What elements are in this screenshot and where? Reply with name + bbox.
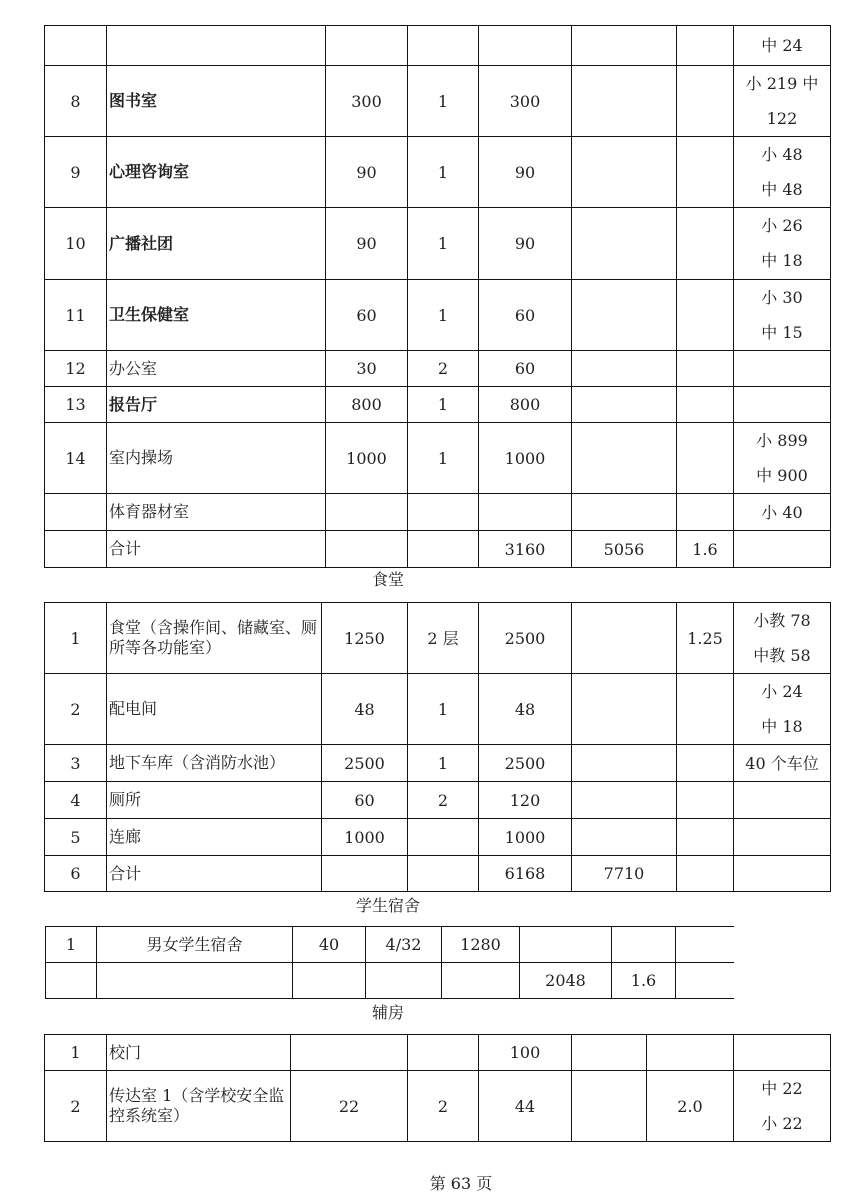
table-cell [408,856,479,892]
table-cell: 48 [322,674,408,745]
table-cell [677,137,734,208]
table-cell [572,351,677,387]
table-cell: 8 [45,66,107,137]
table-cell [479,26,572,66]
table-cell: 3160 [479,531,572,568]
table-cell [572,26,677,66]
table-row [46,963,734,999]
table-cell [45,494,107,531]
table-cell: 3 [45,745,107,782]
table-cell [734,856,831,892]
table-cell [677,819,734,856]
table-cell [366,963,442,999]
table-cell: 心理咨询室 [107,137,326,208]
table-cell [677,745,734,782]
table-cell [677,208,734,280]
table-cell [734,531,831,568]
table-cell: 2 [408,351,479,387]
table-cell [408,1035,479,1071]
table-cell: 100 [479,1035,572,1071]
table-cell: 60 [322,782,408,819]
table-row [45,531,831,568]
table-cell [677,280,734,351]
table-row [45,1071,831,1142]
table-row [45,26,831,66]
table-cell [479,494,572,531]
section-caption-dormitory: 学生宿舍 [355,896,420,915]
table-cell: 10 [45,208,107,280]
table-cell: 12 [45,351,107,387]
table-cell [326,531,408,568]
table-cell: 90 [326,137,408,208]
table-row [45,603,831,674]
table-cell: 1 [408,387,479,423]
section-caption-auxiliary: 辅房 [371,1003,404,1022]
table-cell [442,963,520,999]
table-cell: 2 [45,1071,107,1142]
table-cell: 小 219 中 122 [734,66,831,137]
table-cell: 广播社团 [107,208,326,280]
table-cell: 120 [479,782,572,819]
table-cell: 2.0 [647,1071,734,1142]
table-cell [408,494,479,531]
table-cell: 48 [479,674,572,745]
table-cell [734,782,831,819]
table-cell [572,745,677,782]
table-cell: 1.25 [677,603,734,674]
table-cell: 2500 [322,745,408,782]
table-cell [677,856,734,892]
table-cell [572,208,677,280]
table-cell [572,280,677,351]
table-cell: 14 [45,423,107,494]
table-cell [572,494,677,531]
table-cell [408,819,479,856]
table-cell: 男女学生宿舍 [97,927,293,963]
table-cell [734,387,831,423]
table-cell: 1250 [322,603,408,674]
table-cell: 60 [326,280,408,351]
table-cell: 小教 78 中教 58 [734,603,831,674]
table-cell: 800 [479,387,572,423]
table-cell [572,782,677,819]
table-cell [322,856,408,892]
table-cell: 7710 [572,856,677,892]
table-cell: 30 [326,351,408,387]
table-cell [734,1035,831,1071]
table-cell [647,1035,734,1071]
table-cell: 800 [326,387,408,423]
table-cell: 办公室 [107,351,326,387]
table-section-3 [44,1034,831,1142]
table-cell: 1 [45,1035,107,1071]
table-cell: 中 22 小 22 [734,1071,831,1142]
table-cell: 地下车库（含消防水池） [107,745,322,782]
table-cell: 体育器材室 [107,494,326,531]
table-cell [572,674,677,745]
table-cell [46,963,97,999]
table-row [45,387,831,423]
table-cell [612,927,676,963]
table-cell: 90 [326,208,408,280]
table-cell [572,1035,647,1071]
table-cell: 2 [45,674,107,745]
table-cell: 1000 [479,819,572,856]
table-row [45,782,831,819]
table-cell: 2500 [479,745,572,782]
table-cell [572,137,677,208]
table-cell: 6168 [479,856,572,892]
table-row [45,423,831,494]
table-cell [677,387,734,423]
table-cell: 小 40 [734,494,831,531]
table-cell [572,387,677,423]
table-cell [45,26,107,66]
table-cell: 300 [479,66,572,137]
section-caption-canteen: 食堂 [371,570,404,589]
table-cell: 传达室 1（含学校安全监控系统室） [107,1071,291,1142]
table-cell: 1 [408,66,479,137]
table-cell [676,963,734,999]
table-cell [734,351,831,387]
table-cell: 300 [326,66,408,137]
table-cell: 1000 [322,819,408,856]
table-cell [326,494,408,531]
table-row [45,137,831,208]
table-section-2 [45,926,734,999]
table-row [45,819,831,856]
table-row [45,674,831,745]
table-cell: 4/32 [366,927,442,963]
table-cell [326,26,408,66]
table-cell: 1000 [326,423,408,494]
table-cell [677,494,734,531]
table-cell: 1 [45,603,107,674]
table-cell: 5 [45,819,107,856]
table-cell [520,927,612,963]
table-cell [677,26,734,66]
table-cell [572,1071,647,1142]
table-main [44,25,831,568]
table-cell [291,1035,408,1071]
table-cell: 1 [46,927,97,963]
table-row [46,927,734,963]
table-cell: 1.6 [612,963,676,999]
table-cell: 校门 [107,1035,291,1071]
table-cell [45,531,107,568]
table-cell: 1.6 [677,531,734,568]
table-cell [572,819,677,856]
table-cell: 厕所 [107,782,322,819]
table-cell: 90 [479,137,572,208]
table-row [45,66,831,137]
table-row [45,351,831,387]
table-cell: 2 [408,782,479,819]
table-cell: 1 [408,137,479,208]
table-row [45,280,831,351]
table-cell [572,603,677,674]
table-cell [97,963,293,999]
table-cell [572,423,677,494]
table-cell: 1 [408,745,479,782]
table-cell: 4 [45,782,107,819]
table-cell [677,674,734,745]
table-cell: 连廊 [107,819,322,856]
table-cell [676,927,734,963]
table-cell: 合计 [107,531,326,568]
table-row [45,856,831,892]
table-cell: 1 [408,208,479,280]
table-cell: 室内操场 [107,423,326,494]
table-cell: 6 [45,856,107,892]
table-cell: 60 [479,280,572,351]
table-cell: 90 [479,208,572,280]
table-row [45,494,831,531]
table-cell: 小 899 中 900 [734,423,831,494]
table-cell [677,782,734,819]
table-cell: 卫生保健室 [107,280,326,351]
table-row [45,208,831,280]
table-cell: 小 48 中 48 [734,137,831,208]
table-cell: 食堂（含操作间、储藏室、厕所等各功能室） [107,603,322,674]
table-row [45,1035,831,1071]
table-cell [293,963,366,999]
table-cell [677,423,734,494]
table-cell: 合计 [107,856,322,892]
table-cell [408,531,479,568]
table-cell: 1 [408,423,479,494]
table-cell: 44 [479,1071,572,1142]
table-cell: 40 [293,927,366,963]
table-cell: 1 [408,674,479,745]
page-number: 第 63 页 [429,1174,493,1193]
table-cell: 9 [45,137,107,208]
table-cell: 22 [291,1071,408,1142]
table-cell: 小 26 中 18 [734,208,831,280]
table-cell: 图书室 [107,66,326,137]
table-cell [677,66,734,137]
table-cell: 11 [45,280,107,351]
table-cell: 2 [408,1071,479,1142]
table-cell: 2048 [520,963,612,999]
table-cell [408,26,479,66]
table-cell [677,351,734,387]
table-cell: 2500 [479,603,572,674]
table-cell: 中 24 [734,26,831,66]
table-cell: 小 30 中 15 [734,280,831,351]
table-section-1 [44,602,831,892]
table-cell [734,819,831,856]
table-cell: 1280 [442,927,520,963]
table-cell: 40 个车位 [734,745,831,782]
table-cell: 1000 [479,423,572,494]
table-row [45,745,831,782]
table-cell [107,26,326,66]
table-cell: 13 [45,387,107,423]
table-cell: 报告厅 [107,387,326,423]
table-cell: 5056 [572,531,677,568]
table-cell: 60 [479,351,572,387]
table-cell: 配电间 [107,674,322,745]
table-cell: 小 24 中 18 [734,674,831,745]
table-cell: 1 [408,280,479,351]
table-cell [572,66,677,137]
table-cell: 2 层 [408,603,479,674]
